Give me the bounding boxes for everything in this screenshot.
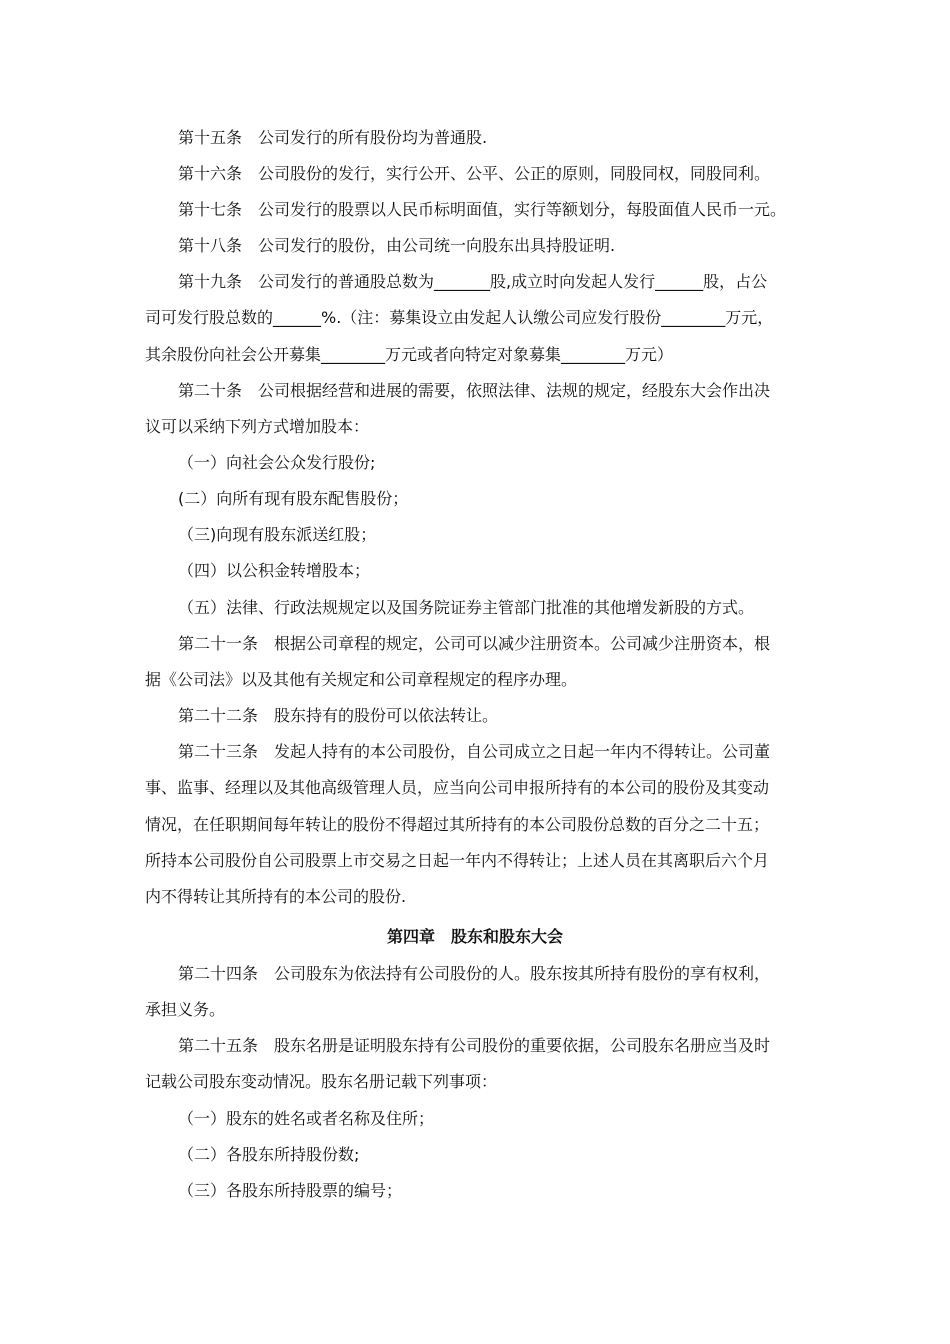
article-25-item-3: （三）各股东所持股票的编号； — [178, 1181, 403, 1200]
article-19-line-1: 第十九条 公司发行的普通股总数为_______股,成立时向发起人发行______股，占公 — [178, 272, 768, 291]
article-20-item-3: （三)向现有股东派送红股； — [178, 525, 377, 544]
article-20-item-1: （一）向社会公众发行股份; — [178, 453, 376, 472]
article-24-line-1: 第二十四条 公司股东为依法持有公司股份的人。股东按其所持有股份的享有权利， — [178, 964, 771, 983]
article-22: 第二十二条 股东持有的股份可以依法转让。 — [178, 706, 499, 725]
article-20-line-2: 议可以采纳下列方式增加股本： — [145, 417, 370, 436]
article-20-item-4: （四）以公积金转增股本； — [178, 561, 371, 580]
article-24-line-2: 承担义务。 — [145, 1000, 226, 1019]
article-23-line-1: 第二十三条 发起人持有的本公司股份，自公司成立之日起一年内不得转让。公司董 — [178, 742, 771, 761]
article-17: 第十七条 公司发行的股票以人民币标明面值，实行等额划分，每股面值人民币一元。 — [178, 200, 787, 219]
article-23-line-5: 内不得转让其所持有的本公司的股份. — [145, 887, 407, 906]
article-15: 第十五条 公司发行的所有股份均为普通股. — [178, 128, 488, 147]
article-20-line-1: 第二十条 公司根据经营和进展的需要，依照法律、法规的规定，经股东大会作出决 — [178, 381, 771, 400]
article-21-line-1: 第二十一条 根据公司章程的规定，公司可以减少注册资本。公司减少注册资本，根 — [178, 634, 771, 653]
article-23-line-3: 情况，在任职期间每年转让的股份不得超过其所持有的本公司股份总数的百分之二十五； — [145, 815, 770, 834]
article-23-line-4: 所持本公司股份自公司股票上市交易之日起一年内不得转让；上述人员在其离职后六个月 — [145, 851, 770, 870]
article-25-item-1: （一）股东的姓名或者名称及住所； — [178, 1109, 435, 1128]
article-23-line-2: 事、监事、经理以及其他高级管理人员，应当向公司申报所持有的本公司的股份及其变动 — [145, 778, 770, 797]
article-19-line-2: 司可发行股总数的______%.（注：募集设立由发起人认缴公司应发行股份________万元， — [145, 308, 774, 327]
article-16: 第十六条 公司股份的发行，实行公开、公平、公正的原则，同股同权，同股同利。 — [178, 164, 771, 183]
article-21-line-2: 据《公司法》以及其他有关规定和公司章程规定的程序办理。 — [145, 670, 578, 689]
article-18: 第十八条 公司发行的股份，由公司统一向股东出具持股证明. — [178, 236, 616, 255]
article-20-item-5: （五）法律、行政法规规定以及国务院证券主管部门批准的其他增发新股的方式。 — [178, 598, 755, 617]
article-20-item-2: (二）向所有现有股东配售股份； — [178, 489, 409, 508]
chapter-4-title: 第四章 股东和股东大会 — [386, 927, 563, 946]
article-25-line-1: 第二十五条 股东名册是证明股东持有公司股份的重要依据，公司股东名册应当及时 — [178, 1036, 771, 1055]
article-19-line-3: 其余股份向社会公开募集________万元或者向特定对象募集________万元） — [145, 345, 674, 364]
article-25-item-2: （二）各股东所持股份数; — [178, 1145, 360, 1164]
article-25-line-2: 记载公司股东变动情况。股东名册记载下列事项： — [145, 1072, 498, 1091]
